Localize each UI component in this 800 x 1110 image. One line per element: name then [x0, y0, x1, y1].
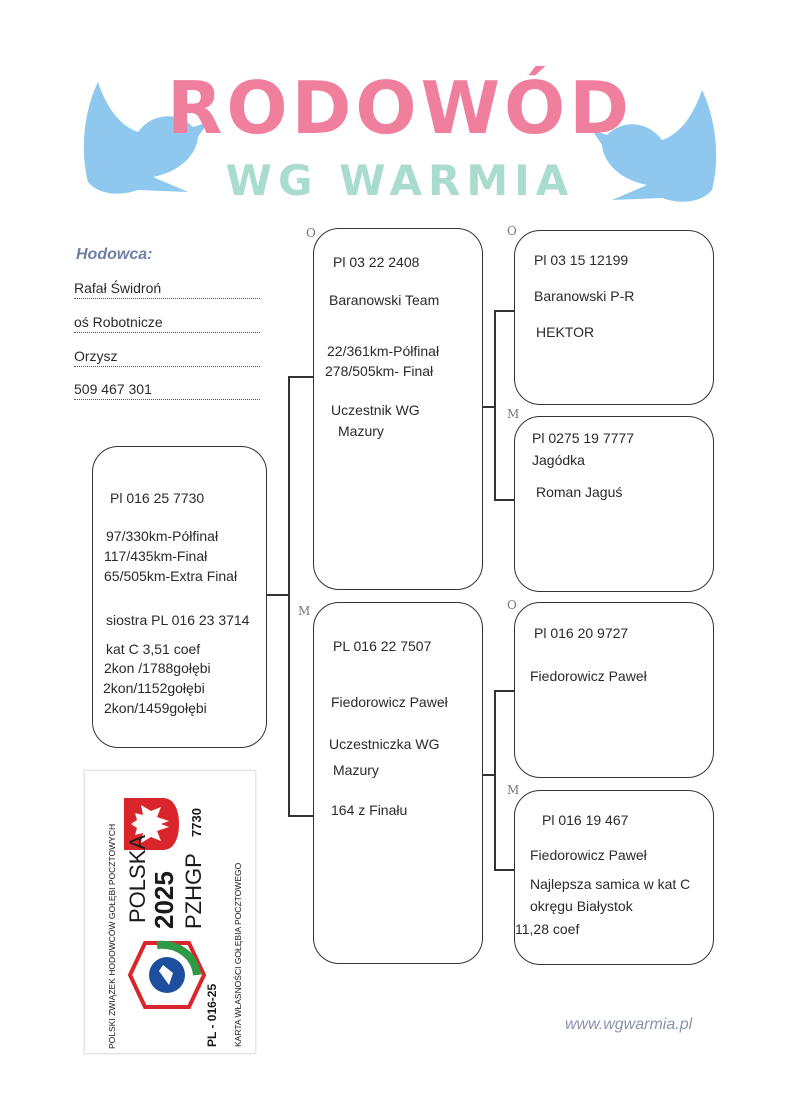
breeder-phone: 509 467 301 — [74, 381, 260, 400]
ff-ring: Pl 03 15 12199 — [534, 252, 629, 268]
mm-ring: Pl 016 19 467 — [542, 812, 629, 828]
breeder-city: Orzysz — [74, 348, 260, 367]
pigeon-prize: 2kon/1152gołębi — [103, 680, 205, 696]
fm-box — [514, 416, 714, 592]
breeder-heading: Hodowca: — [76, 246, 153, 263]
mother-owner: Fiedorowicz Paweł — [331, 694, 448, 710]
pigeon-box — [92, 446, 267, 748]
mf-owner: Fiedorowicz Paweł — [530, 668, 647, 684]
father-ring: Pl 03 22 2408 — [333, 254, 420, 270]
fm-label: M — [507, 407, 520, 421]
mother-box — [313, 602, 483, 964]
card-assoc: PZHGP — [181, 853, 206, 929]
pigeon-result: 97/330km-Półfinał — [106, 528, 219, 544]
father-result: 22/361km-Półfinał — [327, 343, 440, 359]
card-caption: KARTA WŁASNOŚCI GOŁĘBIA POCZTOWEGO — [233, 862, 243, 1047]
pigeon-sibling: siostra PL 016 23 3714 — [106, 612, 250, 628]
card-year: 2025 — [149, 871, 179, 929]
page-subtitle: WG WARMIA — [225, 156, 575, 205]
mother-note: Mazury — [333, 762, 379, 778]
pigeon-result: 65/505km-Extra Finał — [104, 568, 238, 584]
father-note: Uczestnik WG — [331, 402, 420, 418]
footer-url[interactable]: www.wgwarmia.pl — [565, 1016, 693, 1033]
ff-label: O — [507, 224, 517, 238]
mf-label: O — [507, 598, 517, 612]
card-country: POLSKA — [125, 834, 150, 923]
father-owner: Baranowski Team — [329, 292, 440, 308]
fm-ring: Pl 0275 19 7777 — [532, 430, 634, 446]
card-org: POLSKI ZWIĄZEK HODOWCÓW GOŁĘBI POCZTOWYCH — [107, 823, 117, 1049]
mm-box — [514, 790, 714, 965]
ff-owner: Baranowski P-R — [534, 288, 635, 304]
fm-name: Jagódka — [532, 452, 585, 468]
ff-name: HEKTOR — [536, 324, 595, 340]
pigeon-prize: 2kon/1459gołębi — [104, 700, 207, 716]
pzhgp-logo-icon — [127, 935, 212, 1015]
breeder-name: Rafał Świdroń — [74, 280, 260, 299]
pigeon-coef: kat C 3,51 coef — [106, 641, 201, 657]
card-ring-prefix: PL - 016-25 — [205, 983, 219, 1047]
pigeon-prize: 2kon /1788gołębi — [104, 660, 211, 676]
mother-label: M — [298, 604, 311, 618]
mother-note: Uczestniczka WG — [329, 736, 440, 752]
mother-ring: PL 016 22 7507 — [333, 638, 432, 654]
father-label: O — [306, 226, 316, 240]
pigeon-ring: Pl 016 25 7730 — [110, 490, 205, 506]
mm-note: Najlepsza samica w kat C — [530, 876, 691, 892]
mm-note: 11,28 coef — [515, 921, 580, 937]
mm-owner: Fiedorowicz Paweł — [530, 847, 647, 863]
mother-result: 164 z Finału — [331, 802, 408, 818]
mm-note: okręgu Białystok — [530, 898, 633, 914]
mf-box — [514, 602, 714, 778]
ownership-card — [84, 770, 256, 1054]
pigeon-result: 117/435km-Finał — [104, 548, 208, 564]
ff-box — [514, 230, 714, 405]
card-number: 7730 — [189, 808, 204, 837]
breeder-address: oś Robotnicze — [74, 314, 260, 333]
mf-ring: Pl 016 20 9727 — [534, 625, 629, 641]
father-note: Mazury — [338, 423, 384, 439]
mm-label: M — [507, 783, 520, 797]
father-box — [313, 228, 483, 590]
page-title: RODOWÓD — [166, 66, 633, 150]
father-result: 278/505km- Finał — [325, 363, 434, 379]
fm-owner: Roman Jaguś — [536, 484, 623, 500]
